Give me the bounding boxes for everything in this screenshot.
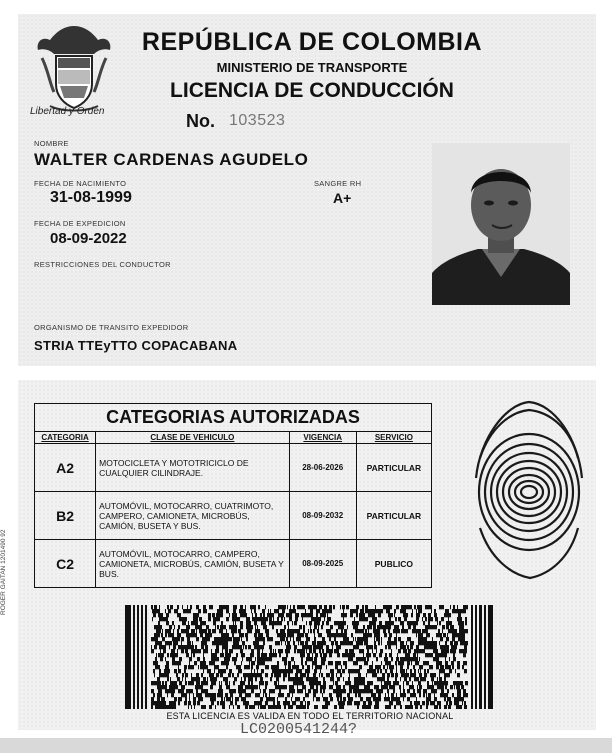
- organism-value: STRIA TTEyTTO COPACABANA: [34, 338, 238, 353]
- category-code: B2: [35, 492, 96, 540]
- issue-value: 08-09-2022: [50, 230, 127, 247]
- blood-label: SANGRE RH: [314, 179, 362, 188]
- table-row: [35, 492, 432, 540]
- holder-name: WALTER CARDENAS AGUDELO: [34, 150, 309, 169]
- validity-date: 08-09-2032: [289, 492, 356, 540]
- validity-text: ESTA LICENCIA ES VALIDA EN TODO EL TERRITORIO NACIONAL: [166, 711, 454, 721]
- header-clase: CLASE DE VEHICULO: [96, 432, 289, 444]
- name-label: NOMBRE: [34, 139, 69, 148]
- vertical-serial: ROGER GAITAN 1201490 92: [0, 529, 7, 615]
- license-number-label: No.: [186, 111, 215, 131]
- footer-bar: [0, 738, 612, 753]
- header-vigencia: VIGENCIA: [289, 432, 356, 444]
- coat-of-arms-icon: [34, 22, 114, 114]
- vehicle-class: AUTOMÓVIL, MOTOCARRO, CUATRIMOTO, CAMPERO, CAMIONETA, MICROBÚS, CAMIÓN, BUSETA Y BUS.: [96, 492, 289, 540]
- fingerprint-icon: [470, 398, 588, 586]
- issue-label: FECHA DE EXPEDICION: [34, 219, 126, 228]
- table-row: [35, 540, 432, 588]
- category-code: C2: [35, 540, 96, 588]
- header-servicio: SERVICIO: [356, 432, 431, 444]
- service-type: PUBLICO: [356, 540, 431, 588]
- validity-date: 08-09-2025: [289, 540, 356, 588]
- license-number: 103523: [229, 112, 286, 129]
- restrictions-label: RESTRICCIONES DEL CONDUCTOR: [34, 260, 171, 269]
- header-categoria: CATEGORIA: [35, 432, 96, 444]
- blood-value: A+: [333, 190, 352, 206]
- categories-title: CATEGORIAS AUTORIZADAS: [35, 404, 432, 432]
- organism-label: ORGANISMO DE TRANSITO EXPEDIDOR: [34, 323, 189, 332]
- republic-title: REPÚBLICA DE COLOMBIA: [141, 28, 483, 56]
- holder-photo: [432, 143, 570, 305]
- service-type: PARTICULAR: [356, 492, 431, 540]
- dob-label: FECHA DE NACIMIENTO: [34, 179, 127, 188]
- barcode: [125, 605, 493, 709]
- vehicle-class: MOTOCICLETA Y MOTOTRICICLO DE CUALQUIER CILINDRAJE.: [96, 444, 289, 492]
- validity-date: 28-06-2026: [289, 444, 356, 492]
- vehicle-class: AUTOMÓVIL, MOTOCARRO, CAMPERO, CAMIONETA, MICROBÚS, CAMIÓN, BUSETA Y BUS.: [96, 540, 289, 588]
- categories-table: [34, 403, 432, 588]
- document-title: LICENCIA DE CONDUCCIÓN: [170, 79, 454, 102]
- barcode-number: LC0200541244?: [240, 721, 358, 738]
- motto-text: Libertad y Orden: [30, 106, 105, 117]
- table-row: [35, 444, 432, 492]
- dob-value: 31-08-1999: [50, 189, 132, 206]
- service-type: PARTICULAR: [356, 444, 431, 492]
- ministry-title: MINISTERIO DE TRANSPORTE: [216, 60, 408, 75]
- category-code: A2: [35, 444, 96, 492]
